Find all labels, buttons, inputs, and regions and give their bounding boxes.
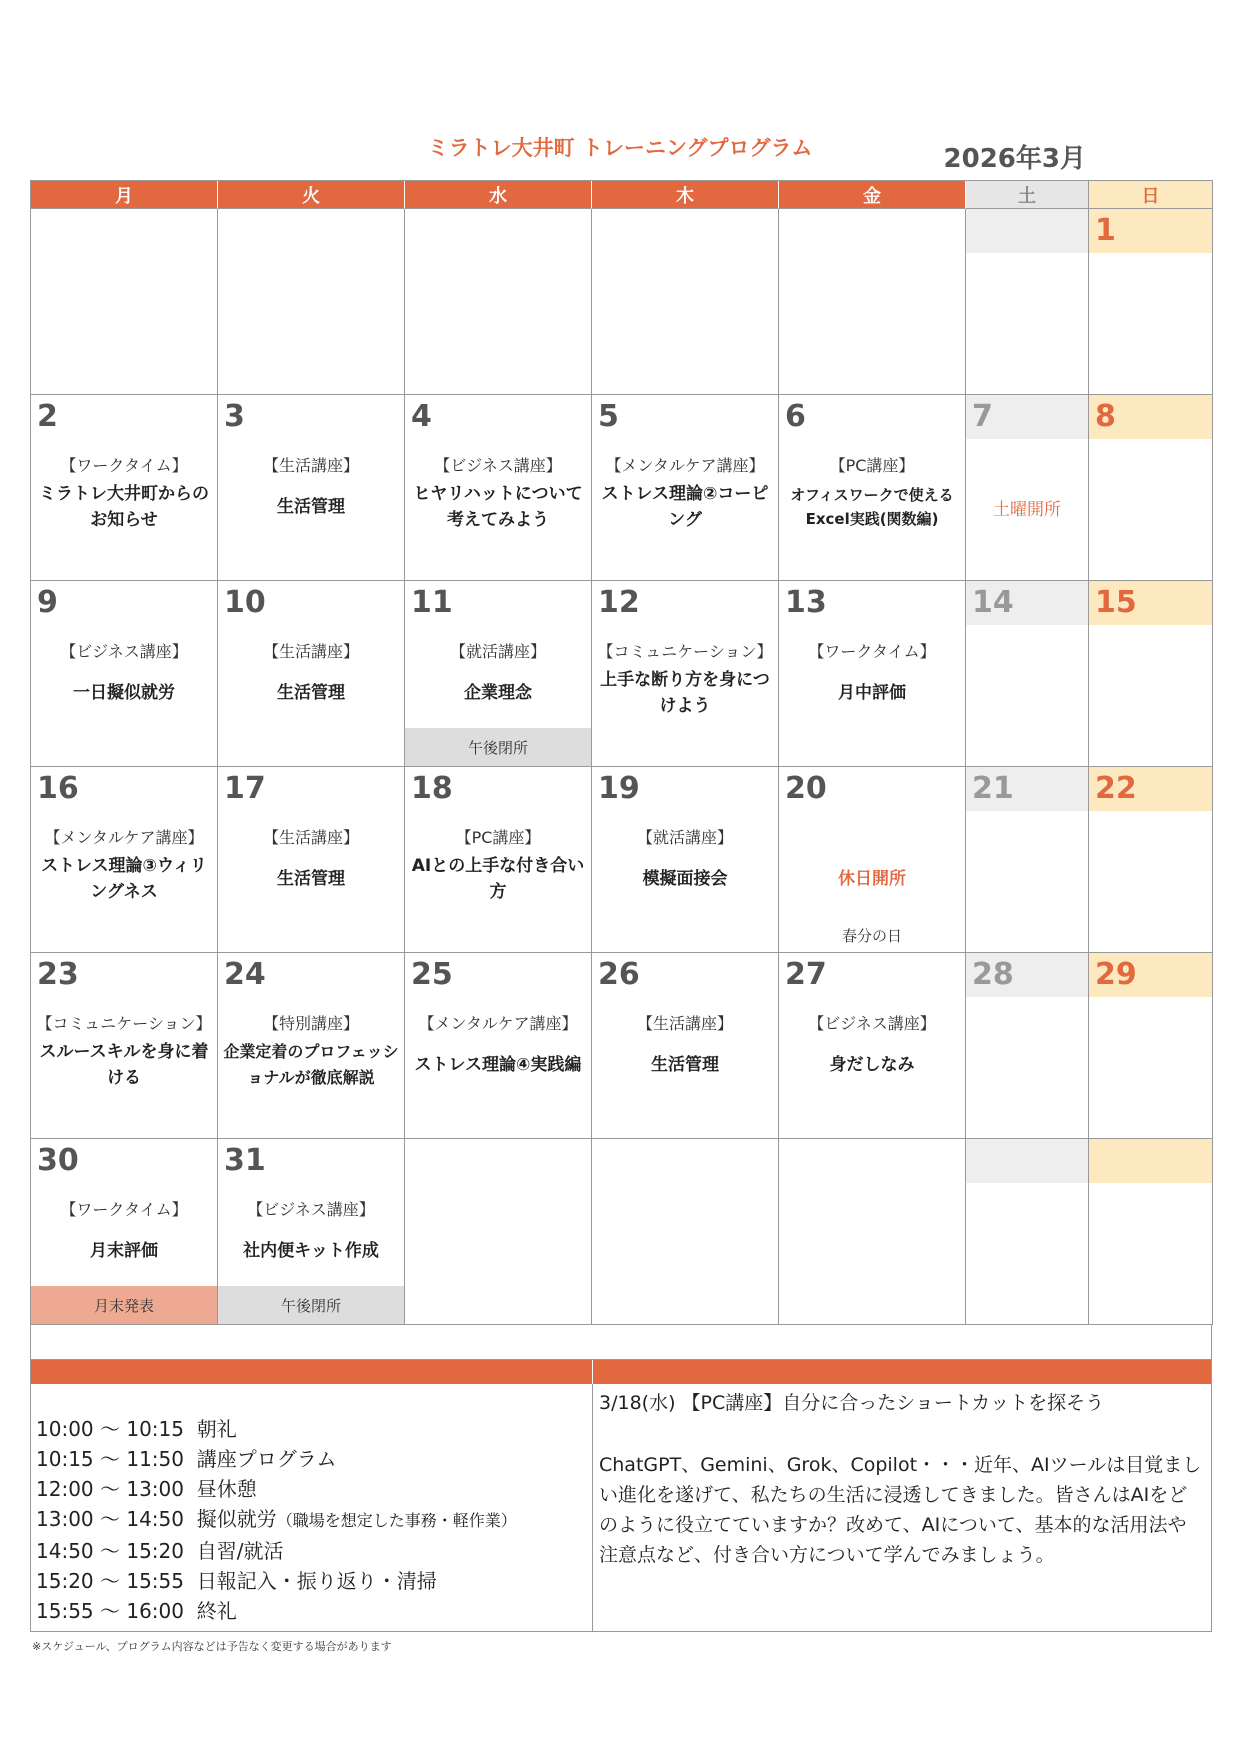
day-number: 20 xyxy=(785,771,827,806)
course-topic: 月末評価 xyxy=(90,1241,158,1261)
course-topic: ストレス理論③ウィリングネス xyxy=(41,856,207,902)
day-number: 13 xyxy=(785,585,827,620)
schedule-time: 12:00 ～ 13:00 xyxy=(36,1477,184,1501)
course-topic: ヒヤリハットについて考えてみよう xyxy=(413,484,583,530)
course-topic: 月中評価 xyxy=(838,683,906,703)
course-category: 【コミュニケーション】 xyxy=(36,1014,212,1033)
schedule-row xyxy=(36,1566,592,1596)
schedule-label: 自習/就活 xyxy=(196,1539,284,1563)
day-number: 10 xyxy=(224,585,266,620)
day-number: 25 xyxy=(411,957,453,992)
course-topic: 身だしなみ xyxy=(829,1055,915,1075)
course-topic: 一日擬似就労 xyxy=(73,683,175,703)
schedule-row xyxy=(36,1536,592,1566)
afternoon-closed-note: 午後閉所 xyxy=(218,1286,404,1324)
saturday-band xyxy=(966,209,1088,253)
day-cell-2 xyxy=(31,395,218,581)
holiday-open-note: 休日開所 xyxy=(838,869,906,889)
weekday-sat: 土 xyxy=(966,181,1089,209)
day-cell-empty xyxy=(592,1139,779,1325)
day-cell-empty-sat xyxy=(966,1139,1089,1325)
weekday-mon: 月 xyxy=(31,181,218,209)
calendar-month: 2026年3月 xyxy=(943,144,1086,174)
schedule-time: 15:20 ～ 15:55 xyxy=(36,1569,184,1593)
day-cell-17 xyxy=(218,767,405,953)
course-category: 【生活講座】 xyxy=(262,642,359,661)
daily-schedule xyxy=(31,1384,593,1631)
day-cell-25 xyxy=(405,953,592,1139)
schedule-time: 13:00 ～ 14:50 xyxy=(36,1507,184,1531)
day-number: 27 xyxy=(785,957,827,992)
day-cell-empty xyxy=(779,209,966,395)
day-number: 15 xyxy=(1095,585,1137,620)
day-cell-22 xyxy=(1089,767,1213,953)
day-number: 19 xyxy=(598,771,640,806)
day-number: 8 xyxy=(1095,399,1116,434)
day-cell-7 xyxy=(966,395,1089,581)
info-section xyxy=(30,1359,1212,1632)
weekday-sun: 日 xyxy=(1089,181,1213,209)
disclaimer-note: ※スケジュール、プログラム内容などは予告なく変更する場合があります xyxy=(32,1640,392,1653)
day-number: 26 xyxy=(598,957,640,992)
saturday-open-note: 土曜開所 xyxy=(993,500,1061,520)
day-number: 24 xyxy=(224,957,266,992)
course-category: 【特別講座】 xyxy=(262,1014,359,1033)
day-cell-14 xyxy=(966,581,1089,767)
afternoon-closed-note: 午後閉所 xyxy=(405,728,591,766)
course-category: 【ビジネス講座】 xyxy=(808,1014,936,1033)
day-cell-empty xyxy=(31,209,218,395)
schedule-label: 終礼 xyxy=(196,1599,237,1623)
course-topic: 生活管理 xyxy=(277,497,345,517)
program-title: ミラトレ大井町 トレーニングプログラム xyxy=(427,136,813,160)
day-cell-12 xyxy=(592,581,779,767)
course-category: 【生活講座】 xyxy=(636,1014,733,1033)
schedule-row xyxy=(36,1504,592,1536)
course-topic: AIとの上手な付き合い方 xyxy=(411,856,585,902)
course-category: 【ワークタイム】 xyxy=(60,456,188,475)
day-number: 7 xyxy=(972,399,993,434)
day-cell-8 xyxy=(1089,395,1213,581)
course-topic: 社内便キット作成 xyxy=(243,1241,379,1261)
day-cell-empty xyxy=(779,1139,966,1325)
day-number: 16 xyxy=(37,771,79,806)
course-category: 【就活講座】 xyxy=(636,828,733,847)
course-topic: 生活管理 xyxy=(277,683,345,703)
weekday-wed: 水 xyxy=(405,181,592,209)
weekday-thu: 木 xyxy=(592,181,779,209)
saturday-band xyxy=(966,1139,1088,1183)
course-topic: 生活管理 xyxy=(651,1055,719,1075)
feature-header-bar xyxy=(593,1360,1211,1384)
course-topic: 企業定着のプロフェッショナルが徹底解説 xyxy=(223,1042,399,1087)
course-category: 【ビジネス講座】 xyxy=(247,1200,375,1219)
featured-course xyxy=(593,1384,1211,1631)
featured-course-description: ChatGPT、Gemini、Grok、Copilot・・・近年、AIツールは目覚ましい進化を遂げて、私たちの生活に浸透してきました。皆さんはAIをどのように役立てていますか？改めて、AIについて、基本的な活用法や注意点など、付き合い方について学んでみましょう。 xyxy=(599,1454,1202,1566)
day-cell-empty xyxy=(405,1139,592,1325)
course-topic: ストレス理論②コーピング xyxy=(601,484,769,530)
calendar-grid xyxy=(30,180,1213,1325)
day-cell-10 xyxy=(218,581,405,767)
day-cell-13 xyxy=(779,581,966,767)
day-number: 28 xyxy=(972,957,1014,992)
day-cell-empty-sun xyxy=(1089,1139,1213,1325)
day-cell-empty xyxy=(218,209,405,395)
course-category: 【メンタルケア講座】 xyxy=(605,456,765,475)
course-topic: 模擬面接会 xyxy=(642,869,728,889)
day-number: 29 xyxy=(1095,957,1137,992)
day-cell-29 xyxy=(1089,953,1213,1139)
day-cell-empty xyxy=(592,209,779,395)
day-cell-6 xyxy=(779,395,966,581)
day-cell-28 xyxy=(966,953,1089,1139)
day-number: 6 xyxy=(785,399,806,434)
month-end-presentation-note: 月末発表 xyxy=(31,1286,217,1324)
day-number: 17 xyxy=(224,771,266,806)
schedule-label: 講座プログラム xyxy=(196,1447,337,1471)
day-number: 18 xyxy=(411,771,453,806)
course-category: 【ビジネス講座】 xyxy=(60,642,188,661)
day-number: 3 xyxy=(224,399,245,434)
day-number: 31 xyxy=(224,1143,266,1178)
schedule-row xyxy=(36,1596,592,1626)
weekday-fri: 金 xyxy=(779,181,966,209)
course-category: 【ワークタイム】 xyxy=(808,642,936,661)
day-cell-18 xyxy=(405,767,592,953)
day-number: 30 xyxy=(37,1143,79,1178)
schedule-time: 10:00 ～ 10:15 xyxy=(36,1417,184,1441)
course-category: 【生活講座】 xyxy=(262,456,359,475)
day-cell-4 xyxy=(405,395,592,581)
course-category: 【メンタルケア講座】 xyxy=(44,828,204,847)
day-cell-24 xyxy=(218,953,405,1139)
schedule-note: （職場を想定した事務・軽作業） xyxy=(276,1511,517,1530)
day-cell-empty-sat xyxy=(966,209,1089,395)
course-topic: ストレス理論④実践編 xyxy=(414,1055,582,1075)
day-number: 22 xyxy=(1095,771,1137,806)
day-number: 14 xyxy=(972,585,1014,620)
day-number: 23 xyxy=(37,957,79,992)
holiday-name: 春分の日 xyxy=(841,926,902,945)
schedule-row xyxy=(36,1444,592,1474)
schedule-label: 擬似就労 xyxy=(196,1507,277,1531)
day-cell-empty xyxy=(405,209,592,395)
course-category: 【メンタルケア講座】 xyxy=(418,1014,578,1033)
day-number: 5 xyxy=(598,399,619,434)
day-number: 1 xyxy=(1095,213,1116,248)
day-cell-20 xyxy=(779,767,966,953)
schedule-header-bar xyxy=(31,1360,593,1384)
course-category: 【コミュニケーション】 xyxy=(597,642,773,661)
course-category: 【PC講座】 xyxy=(829,456,915,475)
day-cell-3 xyxy=(218,395,405,581)
course-category: 【PC講座】 xyxy=(455,828,541,847)
day-cell-15 xyxy=(1089,581,1213,767)
schedule-label: 朝礼 xyxy=(196,1417,237,1441)
day-number: 12 xyxy=(598,585,640,620)
day-cell-31 xyxy=(218,1139,405,1325)
day-number: 4 xyxy=(411,399,432,434)
course-category: 【就活講座】 xyxy=(449,642,546,661)
day-cell-9 xyxy=(31,581,218,767)
day-number: 9 xyxy=(37,585,58,620)
day-cell-21 xyxy=(966,767,1089,953)
day-cell-26 xyxy=(592,953,779,1139)
calendar-spacer-row xyxy=(30,1325,1212,1359)
day-cell-5 xyxy=(592,395,779,581)
course-category: 【ビジネス講座】 xyxy=(434,456,562,475)
schedule-row xyxy=(36,1414,592,1444)
course-category: 【生活講座】 xyxy=(262,828,359,847)
schedule-row xyxy=(36,1474,592,1504)
schedule-label: 昼休憩 xyxy=(196,1477,257,1501)
schedule-time: 15:55 ～ 16:00 xyxy=(36,1599,184,1623)
day-cell-19 xyxy=(592,767,779,953)
schedule-time: 10:15 ～ 11:50 xyxy=(36,1447,184,1471)
day-cell-23 xyxy=(31,953,218,1139)
course-topic: オフィスワークで使えるExcel実践(関数編) xyxy=(790,486,954,528)
day-number: 2 xyxy=(37,399,58,434)
day-cell-30 xyxy=(31,1139,218,1325)
schedule-label: 日報記入・振り返り・清掃 xyxy=(196,1569,437,1593)
day-number: 11 xyxy=(411,585,453,620)
course-category: 【ワークタイム】 xyxy=(60,1200,188,1219)
day-cell-16 xyxy=(31,767,218,953)
course-topic: 上手な断り方を身につけよう xyxy=(600,670,770,716)
day-cell-27 xyxy=(779,953,966,1139)
course-topic: 生活管理 xyxy=(277,869,345,889)
day-cell-11 xyxy=(405,581,592,767)
course-topic: スルースキルを身に着ける xyxy=(39,1042,209,1088)
schedule-time: 14:50 ～ 15:20 xyxy=(36,1539,184,1563)
course-topic: ミラトレ大井町からのお知らせ xyxy=(39,484,209,530)
weekday-tue: 火 xyxy=(218,181,405,209)
featured-course-title: 3/18(水) 【PC講座】自分に合ったショートカットを探そう xyxy=(599,1392,1105,1414)
day-number: 21 xyxy=(972,771,1014,806)
day-cell-1 xyxy=(1089,209,1213,395)
course-topic: 企業理念 xyxy=(464,683,532,703)
sunday-band xyxy=(1089,1139,1212,1183)
